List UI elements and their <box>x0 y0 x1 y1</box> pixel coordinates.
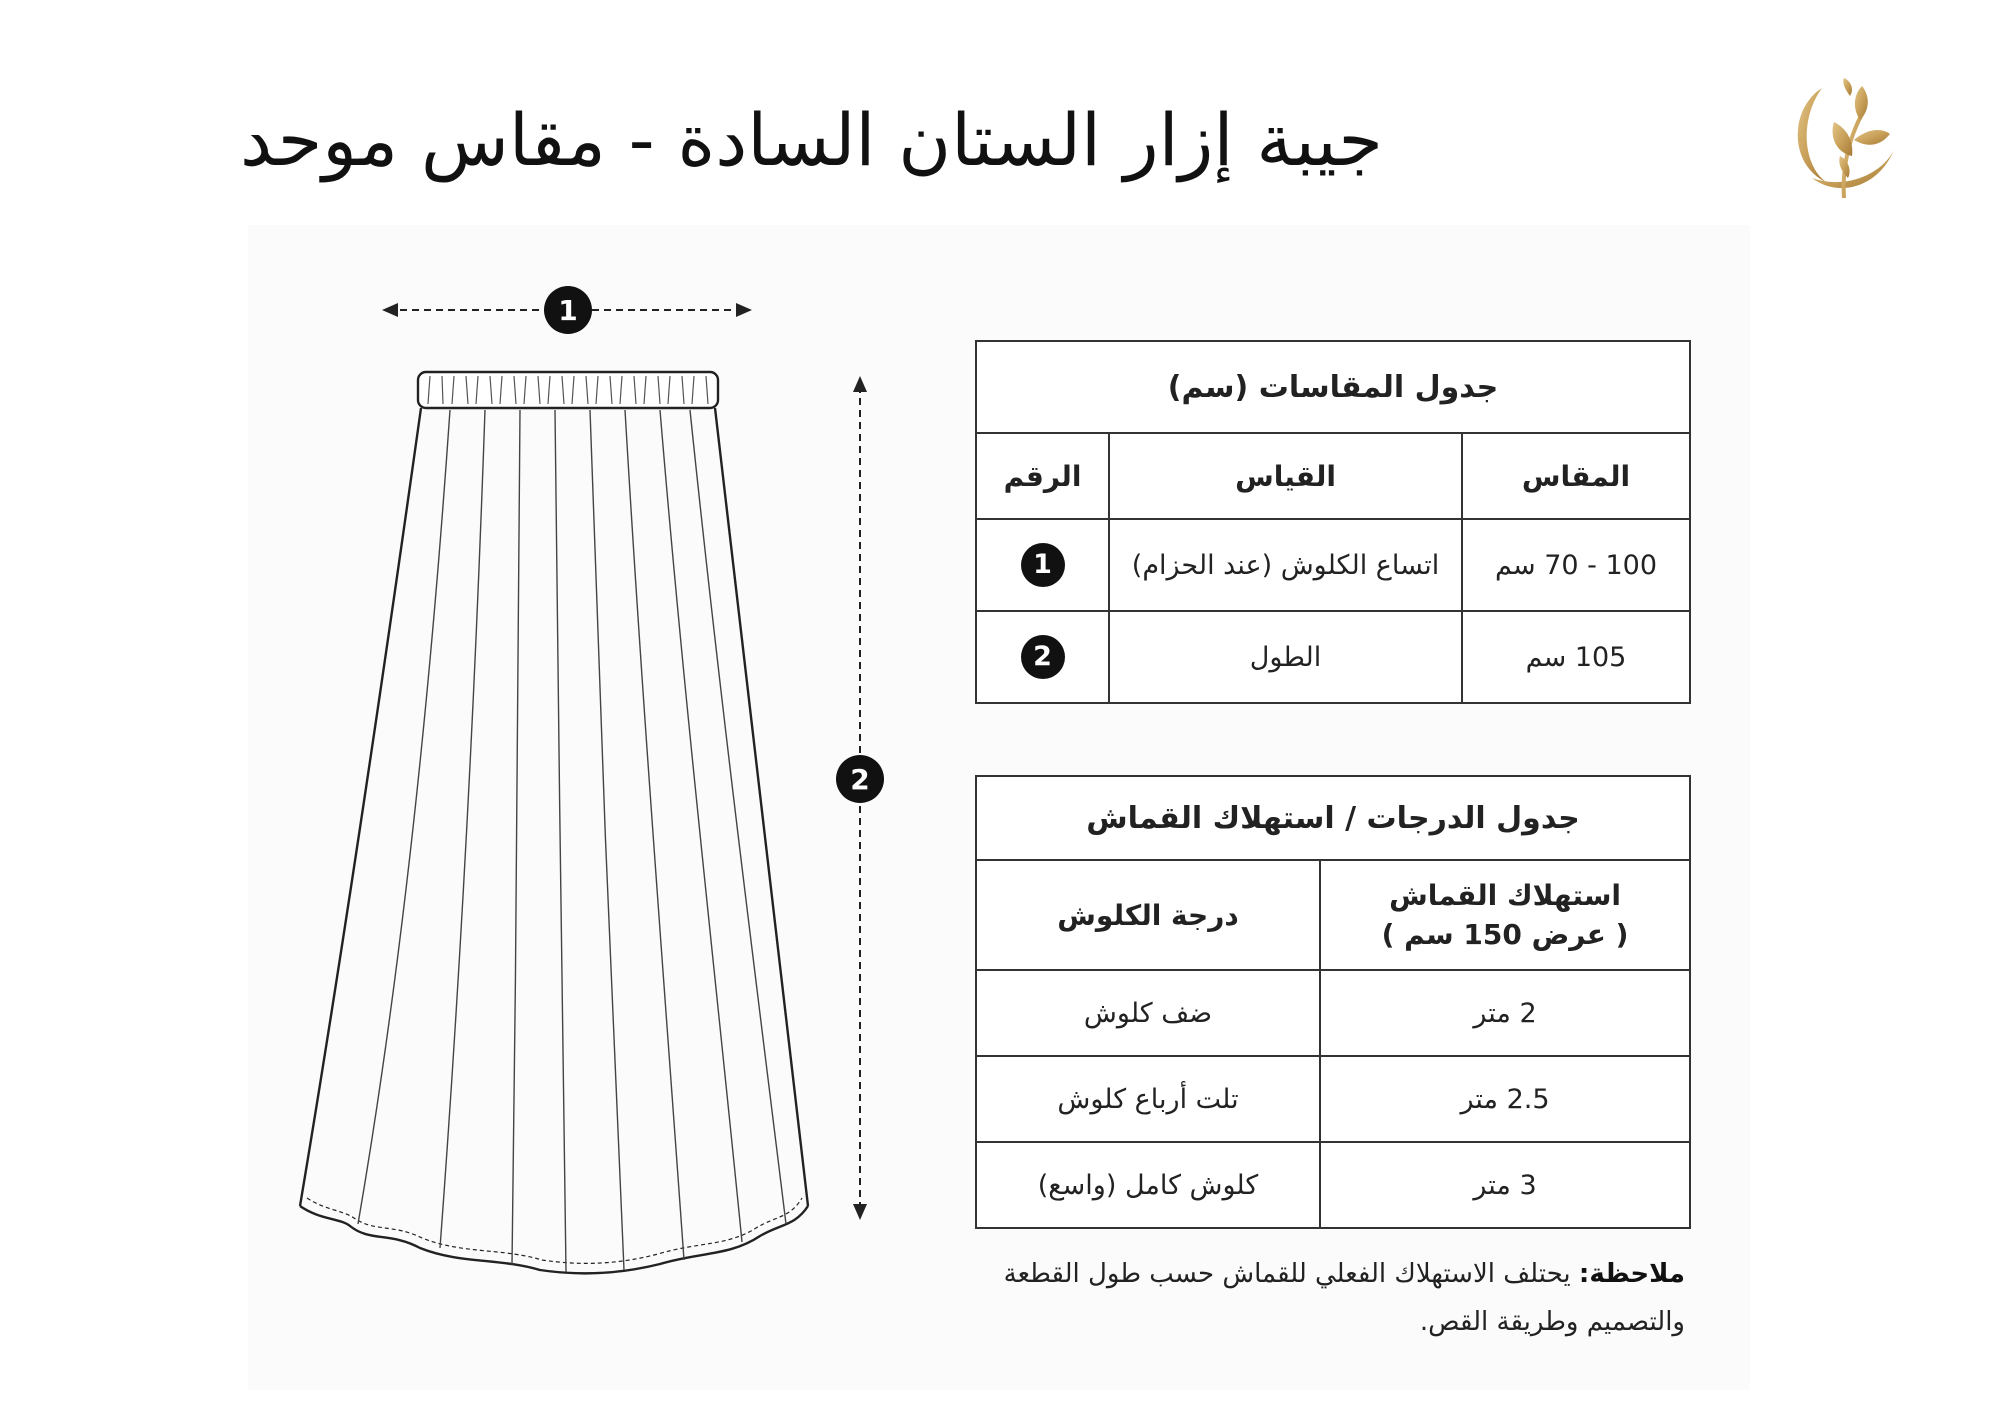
fabric-table-caption: جدول الدرجات / استهلاك القماش <box>976 776 1690 860</box>
number-cell <box>976 611 1109 703</box>
table-row <box>976 611 1690 703</box>
table-row <box>976 970 1690 1056</box>
flare-value: تلت أرباع كلوش <box>976 1056 1320 1142</box>
skirt-diagram <box>280 280 900 1310</box>
consumption-header-line2: ( عرض 150 سم ) <box>1381 918 1629 951</box>
page-title: جيبة إزار الستان السادة - مقاس موحد <box>240 98 1383 182</box>
table-row <box>976 519 1690 611</box>
flare-value: ضف كلوش <box>976 970 1320 1056</box>
number-header: الرقم <box>976 433 1109 519</box>
flare-header: درجة الكلوش <box>976 860 1320 970</box>
table-row <box>976 1142 1690 1228</box>
consumption-header-line1: استهلاك القماش <box>1389 879 1621 912</box>
number-badge: 1 <box>1021 543 1065 587</box>
measure-label: اتساع الكلوش (عند الحزام) <box>1109 519 1462 611</box>
svg-text:1: 1 <box>558 294 578 327</box>
logo-icon <box>1782 78 1904 206</box>
size-table <box>975 340 1691 704</box>
size-table-caption: جدول المقاسات (سم) <box>976 341 1690 433</box>
size-value: 100 - 70 سم <box>1462 519 1690 611</box>
consumption-value: 2 متر <box>1320 970 1690 1056</box>
number-cell <box>976 519 1109 611</box>
consumption-value: 3 متر <box>1320 1142 1690 1228</box>
width-marker <box>544 286 592 334</box>
number-badge: 2 <box>1021 635 1065 679</box>
note-text: يحتلف الاستهلاك الفعلي للقماش حسب طول القطعة والتصميم وطريقة القص. <box>1003 1259 1685 1337</box>
consumption-header <box>1320 860 1690 970</box>
size-value: 105 سم <box>1462 611 1690 703</box>
note <box>975 1250 1685 1346</box>
fabric-table <box>975 775 1691 1229</box>
skirt-drawing <box>300 372 808 1273</box>
note-label: ملاحظة: <box>1578 1259 1685 1289</box>
svg-text:2: 2 <box>850 763 870 796</box>
flare-value: كلوش كامل (واسع) <box>976 1142 1320 1228</box>
size-header: المقاس <box>1462 433 1690 519</box>
measure-header: القياس <box>1109 433 1462 519</box>
table-row <box>976 1056 1690 1142</box>
consumption-value: 2.5 متر <box>1320 1056 1690 1142</box>
length-marker <box>836 755 884 803</box>
measure-label: الطول <box>1109 611 1462 703</box>
